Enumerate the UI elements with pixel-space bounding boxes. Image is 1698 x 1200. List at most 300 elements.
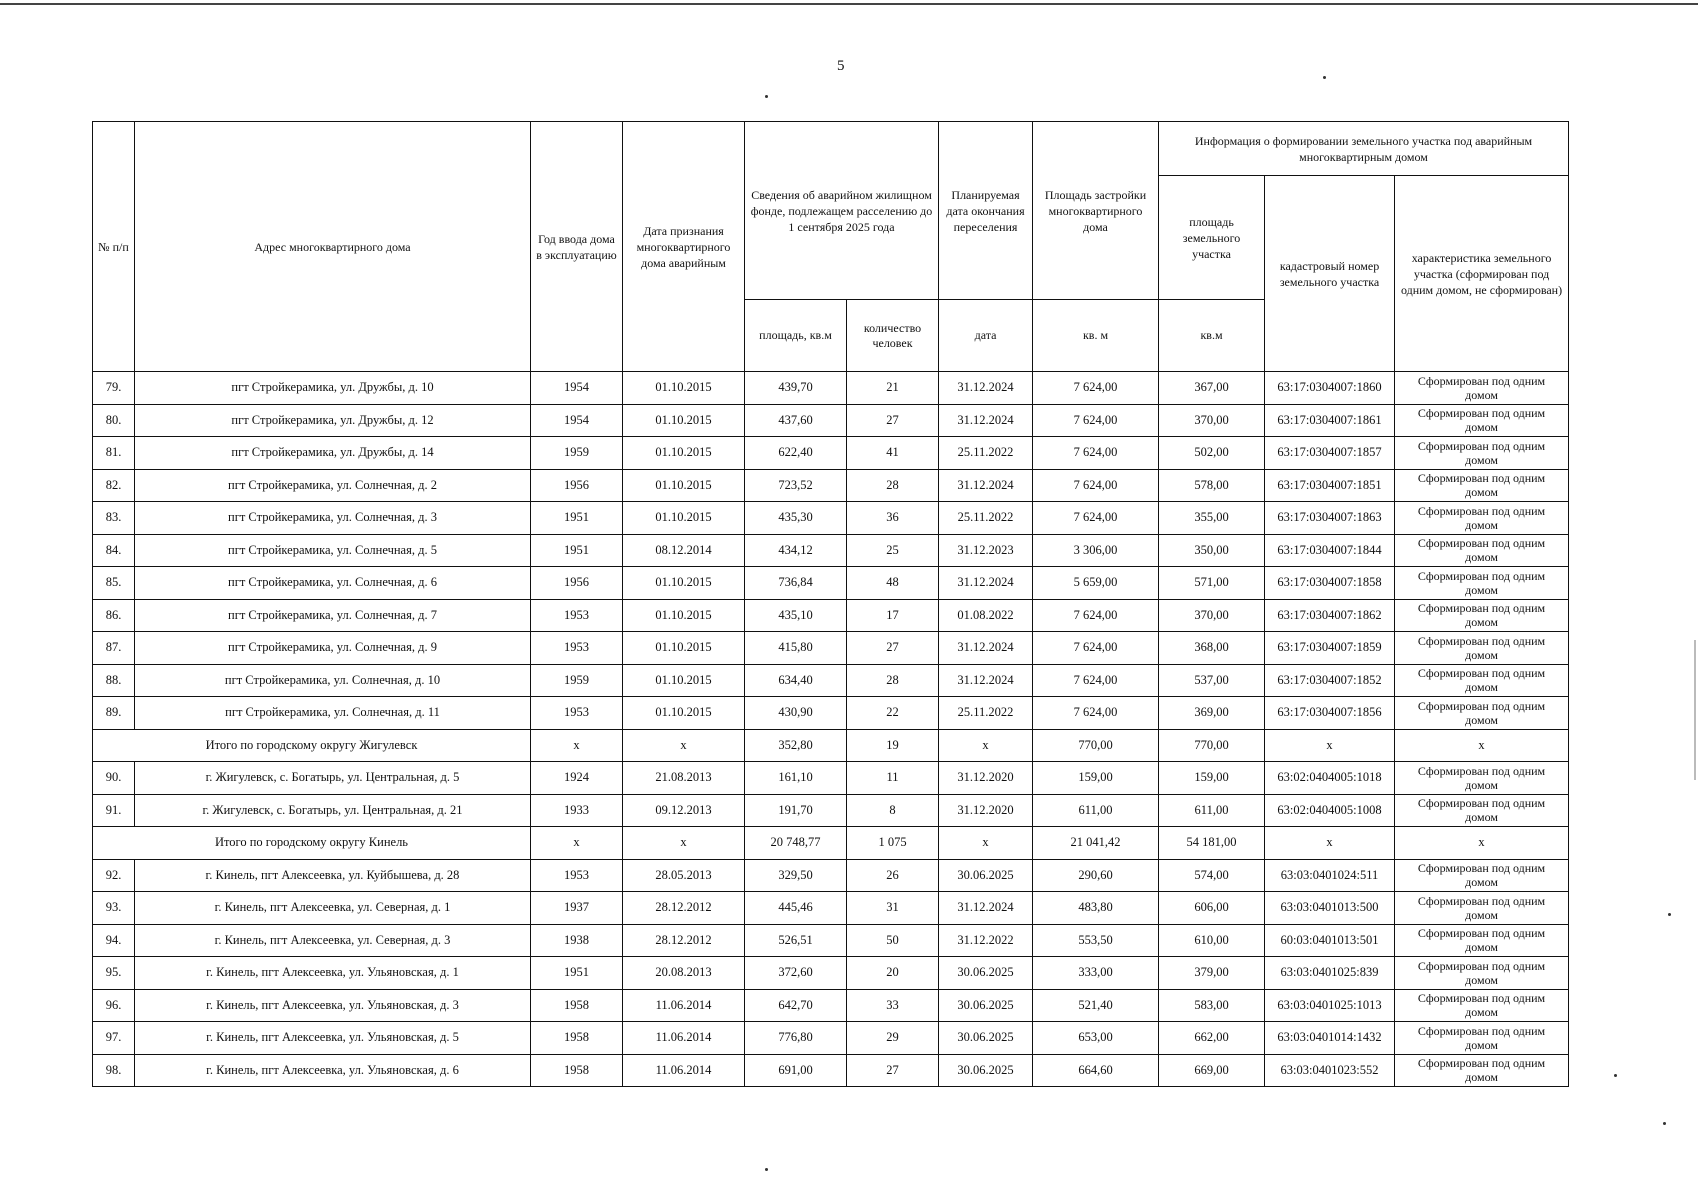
scan-speck bbox=[765, 95, 768, 98]
cell-cadastral: 63:17:0304007:1859 bbox=[1265, 632, 1395, 665]
cell-num: 81. bbox=[93, 437, 135, 470]
cell-characteristic bbox=[1395, 534, 1569, 567]
cell-land-area: 368,00 bbox=[1159, 632, 1265, 665]
cell-cadastral: 63:17:0304007:1844 bbox=[1265, 534, 1395, 567]
scan-edge-line bbox=[1694, 640, 1696, 780]
cell-building-area: 159,00 bbox=[1033, 762, 1159, 795]
characteristic-line-1: Сформирован под одним bbox=[1417, 536, 1546, 551]
cell-area: 415,80 bbox=[745, 632, 847, 665]
subtotal-row bbox=[93, 827, 1569, 860]
cell-building-area: 653,00 bbox=[1033, 1022, 1159, 1055]
cell-people: 27 bbox=[847, 404, 939, 437]
characteristic-line-1: Сформирован под одним bbox=[1417, 796, 1546, 811]
header-cadastral: кадастровый номер земельного участка bbox=[1265, 176, 1395, 372]
cell-characteristic bbox=[1395, 664, 1569, 697]
cell-characteristic bbox=[1395, 469, 1569, 502]
cell-cadastral: 63:17:0304007:1863 bbox=[1265, 502, 1395, 535]
cell-num: 82. bbox=[93, 469, 135, 502]
cell-recognition-date: 01.10.2015 bbox=[623, 632, 745, 665]
cell-area: 622,40 bbox=[745, 437, 847, 470]
cell-land-area: 770,00 bbox=[1159, 729, 1265, 762]
cell-land-area: 159,00 bbox=[1159, 762, 1265, 795]
cell-people: 27 bbox=[847, 1054, 939, 1087]
cell-recognition-date: 01.10.2015 bbox=[623, 469, 745, 502]
scan-speck bbox=[1668, 913, 1671, 916]
cell-planned-end: 31.12.2024 bbox=[939, 372, 1033, 405]
cell-recognition-date: 09.12.2013 bbox=[623, 794, 745, 827]
scan-speck bbox=[1663, 1122, 1666, 1125]
characteristic-line-2: домом bbox=[1465, 387, 1498, 402]
cell-land-area: 571,00 bbox=[1159, 567, 1265, 600]
cell-year: 1959 bbox=[531, 437, 623, 470]
cell-planned-end: 25.11.2022 bbox=[939, 697, 1033, 730]
scan-speck bbox=[765, 1168, 768, 1171]
cell-land-area: 355,00 bbox=[1159, 502, 1265, 535]
header-planned-end: Планируемая дата окончания переселения bbox=[939, 122, 1033, 300]
cell-recognition-date: 11.06.2014 bbox=[623, 989, 745, 1022]
cell-building-area: 7 624,00 bbox=[1033, 372, 1159, 405]
characteristic-line-1: Сформирован под одним bbox=[1417, 373, 1546, 388]
cell-num: 84. bbox=[93, 534, 135, 567]
cell-characteristic bbox=[1395, 404, 1569, 437]
cell-num: 88. bbox=[93, 664, 135, 697]
cell-address: пгт Стройкерамика, ул. Солнечная, д. 9 bbox=[135, 632, 531, 665]
cell-area: 723,52 bbox=[745, 469, 847, 502]
cell-address: пгт Стройкерамика, ул. Солнечная, д. 7 bbox=[135, 599, 531, 632]
cell-characteristic bbox=[1395, 957, 1569, 990]
characteristic-line-1: Сформирован под одним bbox=[1417, 601, 1546, 616]
characteristic-line-1: Сформирован под одним bbox=[1417, 666, 1546, 681]
table-row bbox=[93, 892, 1569, 925]
table-row bbox=[93, 794, 1569, 827]
cell-address: пгт Стройкерамика, ул. Солнечная, д. 10 bbox=[135, 664, 531, 697]
cell-num: 90. bbox=[93, 762, 135, 795]
cell-address: г. Кинель, пгт Алексеевка, ул. Ульяновская, д. 5 bbox=[135, 1022, 531, 1055]
cell-area: 634,40 bbox=[745, 664, 847, 697]
cell-characteristic bbox=[1395, 437, 1569, 470]
cell-recognition-date: 01.10.2015 bbox=[623, 437, 745, 470]
cell-address: пгт Стройкерамика, ул. Солнечная, д. 5 bbox=[135, 534, 531, 567]
cell-cadastral: 63:17:0304007:1860 bbox=[1265, 372, 1395, 405]
characteristic-line-1: Сформирован под одним bbox=[1417, 438, 1546, 453]
cell-year: x bbox=[531, 729, 623, 762]
cell-people: 19 bbox=[847, 729, 939, 762]
cell-planned-end: 31.12.2024 bbox=[939, 404, 1033, 437]
cell-people: 21 bbox=[847, 372, 939, 405]
cell-area: 435,10 bbox=[745, 599, 847, 632]
table-row bbox=[93, 957, 1569, 990]
cell-num: 83. bbox=[93, 502, 135, 535]
cell-planned-end: 31.12.2022 bbox=[939, 924, 1033, 957]
table-row bbox=[93, 989, 1569, 1022]
cell-people: 48 bbox=[847, 567, 939, 600]
cell-characteristic bbox=[1395, 1022, 1569, 1055]
characteristic-line-2: домом bbox=[1465, 680, 1498, 695]
cell-cadastral: x bbox=[1265, 827, 1395, 860]
cell-people: 26 bbox=[847, 859, 939, 892]
characteristic-line-1: Сформирован под одним bbox=[1417, 991, 1546, 1006]
header-land-info: Информация о формировании земельного участка под аварийным многоквартирным домом bbox=[1159, 122, 1569, 176]
cell-cadastral: 63:03:0401024:511 bbox=[1265, 859, 1395, 892]
cell-cadastral: 63:17:0304007:1861 bbox=[1265, 404, 1395, 437]
header-land-area: площадь земельного участка bbox=[1159, 176, 1265, 300]
cell-land-area: 574,00 bbox=[1159, 859, 1265, 892]
table-row bbox=[93, 664, 1569, 697]
characteristic-line-1: Сформирован под одним bbox=[1417, 926, 1546, 941]
characteristic-line-1: Сформирован под одним bbox=[1417, 406, 1546, 421]
cell-num: 93. bbox=[93, 892, 135, 925]
cell-year: 1953 bbox=[531, 859, 623, 892]
cell-year: 1958 bbox=[531, 1022, 623, 1055]
cell-year: 1951 bbox=[531, 534, 623, 567]
cell-land-area: 350,00 bbox=[1159, 534, 1265, 567]
cell-characteristic bbox=[1395, 892, 1569, 925]
cell-people: 22 bbox=[847, 697, 939, 730]
cell-building-area: 7 624,00 bbox=[1033, 664, 1159, 697]
characteristic-line-2: домом bbox=[1465, 420, 1498, 435]
characteristic-line-1: Сформирован под одним bbox=[1417, 698, 1546, 713]
cell-year: 1958 bbox=[531, 989, 623, 1022]
cell-area: 430,90 bbox=[745, 697, 847, 730]
characteristic-line-2: домом bbox=[1465, 940, 1498, 955]
cell-year: 1953 bbox=[531, 697, 623, 730]
table-row bbox=[93, 372, 1569, 405]
cell-address: г. Кинель, пгт Алексеевка, ул. Куйбышева, д. 28 bbox=[135, 859, 531, 892]
cell-planned-end: 31.12.2023 bbox=[939, 534, 1033, 567]
cell-recognition-date: 01.10.2015 bbox=[623, 599, 745, 632]
cell-planned-end: 31.12.2024 bbox=[939, 567, 1033, 600]
cell-characteristic bbox=[1395, 599, 1569, 632]
characteristic-line-1: Сформирован под одним bbox=[1417, 763, 1546, 778]
cell-num: 79. bbox=[93, 372, 135, 405]
cell-num: 87. bbox=[93, 632, 135, 665]
cell-planned-end: 31.12.2020 bbox=[939, 794, 1033, 827]
header-emergency-fund: Сведения об аварийном жилищном фонде, подлежащем расселению до 1 сентября 2025 года bbox=[745, 122, 939, 300]
characteristic-line-2: домом bbox=[1465, 582, 1498, 597]
cell-area: 191,70 bbox=[745, 794, 847, 827]
cell-recognition-date: 01.10.2015 bbox=[623, 697, 745, 730]
cell-recognition-date: x bbox=[623, 827, 745, 860]
cell-recognition-date: x bbox=[623, 729, 745, 762]
characteristic-line-2: домом bbox=[1465, 485, 1498, 500]
cell-land-area: 578,00 bbox=[1159, 469, 1265, 502]
cell-cadastral: 63:02:0404005:1008 bbox=[1265, 794, 1395, 827]
cell-address: г. Кинель, пгт Алексеевка, ул. Ульяновская, д. 6 bbox=[135, 1054, 531, 1087]
cell-year: 1956 bbox=[531, 469, 623, 502]
cell-cadastral: 63:17:0304007:1856 bbox=[1265, 697, 1395, 730]
cell-building-area: 3 306,00 bbox=[1033, 534, 1159, 567]
table-row bbox=[93, 567, 1569, 600]
cell-recognition-date: 11.06.2014 bbox=[623, 1054, 745, 1087]
cell-people: 25 bbox=[847, 534, 939, 567]
cell-cadastral: 63:02:0404005:1018 bbox=[1265, 762, 1395, 795]
cell-building-area: 7 624,00 bbox=[1033, 469, 1159, 502]
cell-area: 526,51 bbox=[745, 924, 847, 957]
cell-people: 11 bbox=[847, 762, 939, 795]
cell-land-area: 662,00 bbox=[1159, 1022, 1265, 1055]
cell-num: 92. bbox=[93, 859, 135, 892]
cell-year: 1951 bbox=[531, 957, 623, 990]
cell-characteristic bbox=[1395, 859, 1569, 892]
cell-planned-end: 31.12.2024 bbox=[939, 632, 1033, 665]
subtotal-label: Итого по городскому округу Жигулевск bbox=[93, 729, 531, 762]
table-header bbox=[93, 122, 1569, 372]
cell-people: 28 bbox=[847, 469, 939, 502]
cell-land-area: 370,00 bbox=[1159, 404, 1265, 437]
cell-building-area: 7 624,00 bbox=[1033, 404, 1159, 437]
cell-area: 372,60 bbox=[745, 957, 847, 990]
characteristic-line-2: домом bbox=[1465, 972, 1498, 987]
cell-building-area: 21 041,42 bbox=[1033, 827, 1159, 860]
cell-characteristic bbox=[1395, 794, 1569, 827]
table-row bbox=[93, 437, 1569, 470]
cell-year: 1951 bbox=[531, 502, 623, 535]
characteristic-line-2: домом bbox=[1465, 517, 1498, 532]
characteristic-line-2: домом bbox=[1465, 907, 1498, 922]
cell-characteristic bbox=[1395, 502, 1569, 535]
cell-building-area: 7 624,00 bbox=[1033, 502, 1159, 535]
cell-area: 445,46 bbox=[745, 892, 847, 925]
cell-land-area: 611,00 bbox=[1159, 794, 1265, 827]
page-top-rule bbox=[0, 3, 1698, 5]
cell-cadastral: x bbox=[1265, 729, 1395, 762]
cell-building-area: 7 624,00 bbox=[1033, 599, 1159, 632]
cell-people: 33 bbox=[847, 989, 939, 1022]
cell-address: г. Жигулевск, с. Богатырь, ул. Центральная, д. 5 bbox=[135, 762, 531, 795]
scan-speck bbox=[1614, 1074, 1617, 1077]
cell-num: 95. bbox=[93, 957, 135, 990]
characteristic-line-2: домом bbox=[1465, 777, 1498, 792]
characteristic-line-1: Сформирован под одним bbox=[1417, 633, 1546, 648]
cell-year: 1954 bbox=[531, 404, 623, 437]
cell-cadastral: 63:03:0401025:839 bbox=[1265, 957, 1395, 990]
cell-year: 1938 bbox=[531, 924, 623, 957]
cell-characteristic bbox=[1395, 924, 1569, 957]
cell-recognition-date: 01.10.2015 bbox=[623, 404, 745, 437]
cell-num: 98. bbox=[93, 1054, 135, 1087]
cell-num: 94. bbox=[93, 924, 135, 957]
cell-characteristic bbox=[1395, 989, 1569, 1022]
cell-characteristic bbox=[1395, 697, 1569, 730]
header-area-sqm: площадь, кв.м bbox=[745, 300, 847, 372]
characteristic-line-1: Сформирован под одним bbox=[1417, 1056, 1546, 1071]
cell-characteristic: x bbox=[1395, 729, 1569, 762]
cell-year: 1956 bbox=[531, 567, 623, 600]
characteristic-line-2: домом bbox=[1465, 647, 1498, 662]
cell-cadastral: 63:17:0304007:1851 bbox=[1265, 469, 1395, 502]
cell-recognition-date: 21.08.2013 bbox=[623, 762, 745, 795]
cell-recognition-date: 01.10.2015 bbox=[623, 372, 745, 405]
cell-address: пгт Стройкерамика, ул. Солнечная, д. 3 bbox=[135, 502, 531, 535]
cell-people: 28 bbox=[847, 664, 939, 697]
cell-recognition-date: 28.05.2013 bbox=[623, 859, 745, 892]
cell-planned-end: 31.12.2024 bbox=[939, 469, 1033, 502]
cell-cadastral: 63:17:0304007:1862 bbox=[1265, 599, 1395, 632]
cell-planned-end: 30.06.2025 bbox=[939, 859, 1033, 892]
cell-address: пгт Стройкерамика, ул. Солнечная, д. 11 bbox=[135, 697, 531, 730]
cell-recognition-date: 01.10.2015 bbox=[623, 567, 745, 600]
cell-planned-end: 30.06.2025 bbox=[939, 1022, 1033, 1055]
cell-planned-end: 25.11.2022 bbox=[939, 437, 1033, 470]
table-row bbox=[93, 697, 1569, 730]
cell-people: 8 bbox=[847, 794, 939, 827]
characteristic-line-1: Сформирован под одним bbox=[1417, 893, 1546, 908]
cell-year: 1953 bbox=[531, 599, 623, 632]
cell-planned-end: 01.08.2022 bbox=[939, 599, 1033, 632]
cell-recognition-date: 01.10.2015 bbox=[623, 502, 745, 535]
cell-characteristic bbox=[1395, 567, 1569, 600]
characteristic-line-2: домом bbox=[1465, 1005, 1498, 1020]
cell-people: 50 bbox=[847, 924, 939, 957]
cell-planned-end: 30.06.2025 bbox=[939, 1054, 1033, 1087]
cell-address: пгт Стройкерамика, ул. Дружбы, д. 10 bbox=[135, 372, 531, 405]
cell-num: 97. bbox=[93, 1022, 135, 1055]
cell-cadastral: 63:03:0401025:1013 bbox=[1265, 989, 1395, 1022]
characteristic-line-2: домом bbox=[1465, 1070, 1498, 1085]
cell-year: x bbox=[531, 827, 623, 860]
header-date: дата bbox=[939, 300, 1033, 372]
cell-land-area: 54 181,00 bbox=[1159, 827, 1265, 860]
cell-address: г. Кинель, пгт Алексеевка, ул. Северная, д. 3 bbox=[135, 924, 531, 957]
cell-cadastral: 63:17:0304007:1857 bbox=[1265, 437, 1395, 470]
cell-building-area: 553,50 bbox=[1033, 924, 1159, 957]
characteristic-line-1: Сформирован под одним bbox=[1417, 861, 1546, 876]
table-row bbox=[93, 599, 1569, 632]
cell-area: 642,70 bbox=[745, 989, 847, 1022]
cell-planned-end: 31.12.2024 bbox=[939, 664, 1033, 697]
characteristic-line-2: домом bbox=[1465, 1037, 1498, 1052]
header-people: количество человек bbox=[847, 300, 939, 372]
cell-year: 1937 bbox=[531, 892, 623, 925]
characteristic-line-2: домом bbox=[1465, 550, 1498, 565]
cell-characteristic bbox=[1395, 372, 1569, 405]
cell-address: г. Кинель, пгт Алексеевка, ул. Ульяновская, д. 3 bbox=[135, 989, 531, 1022]
cell-cadastral: 60:03:0401013:501 bbox=[1265, 924, 1395, 957]
cell-people: 27 bbox=[847, 632, 939, 665]
cell-cadastral: 63:17:0304007:1858 bbox=[1265, 567, 1395, 600]
cell-address: г. Кинель, пгт Алексеевка, ул. Ульяновская, д. 1 bbox=[135, 957, 531, 990]
header-characteristic: характеристика земельного участка (сформирован под одним домом, не сформирован) bbox=[1395, 176, 1569, 372]
cell-people: 31 bbox=[847, 892, 939, 925]
characteristic-line-2: домом bbox=[1465, 875, 1498, 890]
cell-people: 36 bbox=[847, 502, 939, 535]
cell-planned-end: 25.11.2022 bbox=[939, 502, 1033, 535]
cell-area: 352,80 bbox=[745, 729, 847, 762]
cell-land-area: 369,00 bbox=[1159, 697, 1265, 730]
cell-building-area: 611,00 bbox=[1033, 794, 1159, 827]
header-num: № п/п bbox=[93, 122, 135, 372]
cell-land-area: 367,00 bbox=[1159, 372, 1265, 405]
cell-area: 736,84 bbox=[745, 567, 847, 600]
cell-year: 1958 bbox=[531, 1054, 623, 1087]
cell-area: 439,70 bbox=[745, 372, 847, 405]
cell-year: 1924 bbox=[531, 762, 623, 795]
cell-cadastral: 63:03:0401023:552 bbox=[1265, 1054, 1395, 1087]
cell-area: 435,30 bbox=[745, 502, 847, 535]
characteristic-line-1: Сформирован под одним bbox=[1417, 958, 1546, 973]
table-row bbox=[93, 534, 1569, 567]
characteristic-line-2: домом bbox=[1465, 615, 1498, 630]
subtotal-row bbox=[93, 729, 1569, 762]
cell-land-area: 370,00 bbox=[1159, 599, 1265, 632]
cell-building-area: 7 624,00 bbox=[1033, 632, 1159, 665]
cell-recognition-date: 20.08.2013 bbox=[623, 957, 745, 990]
cell-num: 85. bbox=[93, 567, 135, 600]
cell-year: 1933 bbox=[531, 794, 623, 827]
cell-land-area: 669,00 bbox=[1159, 1054, 1265, 1087]
cell-planned-end: x bbox=[939, 827, 1033, 860]
cell-recognition-date: 28.12.2012 bbox=[623, 892, 745, 925]
cell-people: 17 bbox=[847, 599, 939, 632]
table-row bbox=[93, 924, 1569, 957]
cell-address: г. Кинель, пгт Алексеевка, ул. Северная, д. 1 bbox=[135, 892, 531, 925]
scan-speck bbox=[1323, 76, 1326, 79]
header-address: Адрес многоквартирного дома bbox=[135, 122, 531, 372]
cell-cadastral: 63:03:0401014:1432 bbox=[1265, 1022, 1395, 1055]
cell-planned-end: 31.12.2020 bbox=[939, 762, 1033, 795]
characteristic-line-2: домом bbox=[1465, 452, 1498, 467]
cell-area: 437,60 bbox=[745, 404, 847, 437]
cell-land-area: 606,00 bbox=[1159, 892, 1265, 925]
characteristic-line-1: Сформирован под одним bbox=[1417, 1023, 1546, 1038]
cell-area: 691,00 bbox=[745, 1054, 847, 1087]
cell-building-area: 333,00 bbox=[1033, 957, 1159, 990]
cell-land-area: 537,00 bbox=[1159, 664, 1265, 697]
header-land-area-unit: кв.м bbox=[1159, 300, 1265, 372]
cell-address: пгт Стройкерамика, ул. Дружбы, д. 14 bbox=[135, 437, 531, 470]
cell-characteristic bbox=[1395, 632, 1569, 665]
cell-area: 20 748,77 bbox=[745, 827, 847, 860]
cell-characteristic bbox=[1395, 1054, 1569, 1087]
cell-area: 329,50 bbox=[745, 859, 847, 892]
header-year: Год ввода дома в эксплуатацию bbox=[531, 122, 623, 372]
cell-address: пгт Стройкерамика, ул. Солнечная, д. 2 bbox=[135, 469, 531, 502]
cell-year: 1953 bbox=[531, 632, 623, 665]
cell-building-area: 5 659,00 bbox=[1033, 567, 1159, 600]
cell-building-area: 664,60 bbox=[1033, 1054, 1159, 1087]
page-number: 5 bbox=[837, 58, 845, 74]
cell-area: 434,12 bbox=[745, 534, 847, 567]
table-row bbox=[93, 469, 1569, 502]
characteristic-line-1: Сформирован под одним bbox=[1417, 503, 1546, 518]
cell-characteristic: x bbox=[1395, 827, 1569, 860]
subtotal-label: Итого по городскому округу Кинель bbox=[93, 827, 531, 860]
cell-land-area: 502,00 bbox=[1159, 437, 1265, 470]
cell-year: 1959 bbox=[531, 664, 623, 697]
cell-address: пгт Стройкерамика, ул. Солнечная, д. 6 bbox=[135, 567, 531, 600]
table-body bbox=[93, 372, 1569, 1087]
cell-land-area: 610,00 bbox=[1159, 924, 1265, 957]
header-building-area: Площадь застройки многоквартирного дома bbox=[1033, 122, 1159, 300]
cell-num: 80. bbox=[93, 404, 135, 437]
cell-address: пгт Стройкерамика, ул. Дружбы, д. 12 bbox=[135, 404, 531, 437]
cell-num: 91. bbox=[93, 794, 135, 827]
cell-cadastral: 63:03:0401013:500 bbox=[1265, 892, 1395, 925]
characteristic-line-2: домом bbox=[1465, 712, 1498, 727]
cell-land-area: 379,00 bbox=[1159, 957, 1265, 990]
cell-building-area: 483,80 bbox=[1033, 892, 1159, 925]
table-row bbox=[93, 859, 1569, 892]
characteristic-line-1: Сформирован под одним bbox=[1417, 471, 1546, 486]
cell-people: 29 bbox=[847, 1022, 939, 1055]
header-recognition-date: Дата признания многоквартирного дома аварийным bbox=[623, 122, 745, 372]
cell-num: 89. bbox=[93, 697, 135, 730]
emergency-housing-table bbox=[92, 121, 1569, 1087]
cell-recognition-date: 08.12.2014 bbox=[623, 534, 745, 567]
cell-people: 1 075 bbox=[847, 827, 939, 860]
table-row bbox=[93, 502, 1569, 535]
cell-building-area: 770,00 bbox=[1033, 729, 1159, 762]
